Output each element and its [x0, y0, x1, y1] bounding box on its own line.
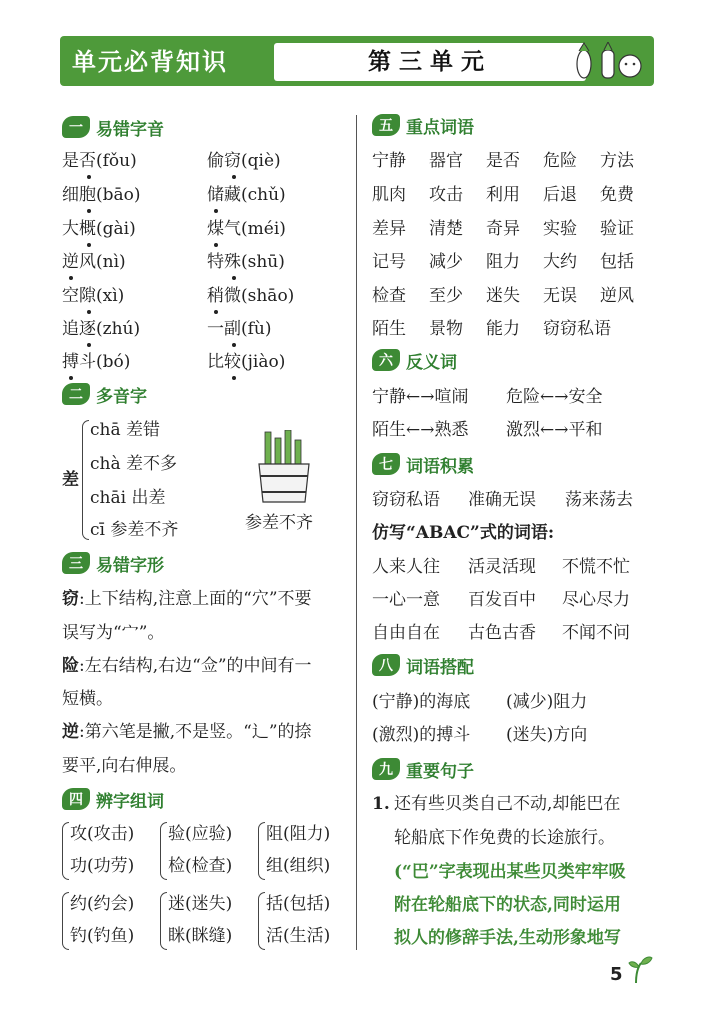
- glyph-note-line: [62, 687, 113, 711]
- emphasis-dot: [232, 276, 236, 280]
- section-title: 重点词语: [406, 117, 474, 138]
- key-word: 无误: [543, 286, 577, 306]
- key-word: 清楚: [429, 219, 463, 239]
- key-word: 危险: [543, 151, 577, 171]
- glyph-note-line: [62, 754, 186, 778]
- accumulated-word: 窃窃私语: [372, 490, 440, 510]
- glyph-char: 窃: [62, 589, 79, 609]
- section-number: 三: [62, 552, 90, 574]
- polyphone-reading: chā 差错: [90, 420, 161, 440]
- sentence-index: 1.: [372, 794, 390, 814]
- word-pair: 阻(阻力): [266, 824, 331, 844]
- key-word: 减少: [429, 252, 463, 272]
- abac-word: 一心一意: [372, 590, 440, 610]
- abac-word: 古色古香: [468, 623, 536, 643]
- collocation: (迷失)方向: [506, 725, 588, 745]
- banner-title: 单元必背知识: [72, 48, 228, 76]
- section-number: 六: [372, 349, 400, 371]
- glyph-note-line: [62, 720, 312, 744]
- accumulated-word: 准确无误: [468, 490, 536, 510]
- polyphone-reading: chà 差不多: [90, 454, 178, 474]
- key-word: 阻力: [486, 252, 520, 272]
- section-number: 七: [372, 453, 400, 475]
- collocation: (减少)阻力: [506, 692, 588, 712]
- glyph-note-line: [62, 654, 312, 678]
- section-title: 辨字组词: [96, 791, 164, 812]
- section-number: 二: [62, 383, 90, 405]
- pronunciation-item: 稍微(shāo): [207, 286, 295, 306]
- pronunciation-item: 特殊(shū): [207, 252, 285, 272]
- word-pair: 钓(钓鱼): [70, 926, 135, 946]
- key-word: 迷失: [486, 286, 520, 306]
- key-word: 验证: [600, 219, 634, 239]
- section-number: 四: [62, 788, 90, 810]
- key-word: 奇异: [486, 219, 520, 239]
- word-pair: 验(应验): [168, 824, 233, 844]
- word-pair: 检(检查): [168, 856, 233, 876]
- key-word: 是否: [486, 151, 520, 171]
- section-title: 重要句子: [406, 761, 474, 782]
- sentence-line: 还有些贝类自己不动,却能巴在: [394, 794, 621, 814]
- antonym-pair: 危险←→安全: [506, 387, 603, 407]
- emphasis-dot: [214, 310, 218, 314]
- glyph-note: :第六笔是撇,不是竖。“辶”的捺: [79, 722, 312, 742]
- emphasis-dot: [87, 243, 91, 247]
- bucket-illustration: [255, 430, 313, 504]
- emphasis-dot: [232, 175, 236, 179]
- abac-word: 自由自在: [372, 623, 440, 643]
- brace: [258, 822, 265, 880]
- key-word: 陌生: [372, 319, 406, 339]
- pronunciation-item: 煤气(méi): [207, 219, 286, 239]
- brace: [62, 822, 69, 880]
- polyphone-reading: chāi 出差: [90, 488, 166, 508]
- key-word: 方法: [600, 151, 634, 171]
- emphasis-dot: [232, 376, 236, 380]
- word-pair: 功(功劳): [70, 856, 135, 876]
- word-pair: 攻(攻击): [70, 824, 135, 844]
- antonym-pair: 宁静←→喧闹: [372, 387, 469, 407]
- pronunciation-item: 一副(fù): [207, 319, 272, 339]
- key-word: 器官: [429, 151, 463, 171]
- word-pair: 眯(眯缝): [168, 926, 233, 946]
- section-title: 词语搭配: [406, 657, 474, 678]
- pronunciation-item: 逆风(nì): [62, 252, 126, 272]
- section-title: 词语积累: [406, 456, 474, 477]
- key-word: 能力: [486, 319, 520, 339]
- collocation: (宁静)的海底: [372, 692, 471, 712]
- glyph-note-line: [62, 587, 312, 611]
- pronunciation-item: 大概(gài): [62, 219, 136, 239]
- section-number: 五: [372, 114, 400, 136]
- abac-word: 不闻不问: [562, 623, 630, 643]
- key-word: 攻击: [429, 185, 463, 205]
- key-word: 利用: [486, 185, 520, 205]
- key-word: 免费: [600, 185, 634, 205]
- accumulated-word: 荡来荡去: [565, 490, 633, 510]
- word-pair: 组(组织): [266, 856, 331, 876]
- section-1-header: [62, 115, 164, 139]
- emphasis-dot: [87, 343, 91, 347]
- glyph-char: 逆: [62, 722, 79, 742]
- section-2-header: [62, 382, 147, 406]
- brace: [160, 822, 167, 880]
- section-6-header: [372, 348, 457, 372]
- brace: [62, 892, 69, 950]
- emphasis-dot: [87, 209, 91, 213]
- emphasis-dot: [87, 175, 91, 179]
- abac-word: 活灵活现: [468, 557, 536, 577]
- emphasis-dot: [232, 343, 236, 347]
- key-word: 大约: [543, 252, 577, 272]
- illustration-caption: 参差不齐: [245, 513, 313, 533]
- emphasis-dot: [87, 310, 91, 314]
- emphasis-dot: [214, 243, 218, 247]
- section-4-header: [62, 787, 164, 811]
- sentence-line: 轮船底下作免费的长途旅行。: [394, 828, 615, 848]
- brace: [258, 892, 265, 950]
- section-5-header: [372, 113, 474, 137]
- glyph-note-line: [62, 621, 164, 645]
- key-word: 检查: [372, 286, 406, 306]
- pronunciation-item: 是否(fǒu): [62, 151, 137, 171]
- page-number: 5: [610, 964, 623, 985]
- antonym-pair: 激烈←→平和: [506, 420, 603, 440]
- pronunciation-item: 细胞(bāo): [62, 185, 141, 205]
- abac-word: 百发百中: [468, 590, 536, 610]
- glyph-note: 要平,向右伸展。: [62, 756, 187, 776]
- key-word: 窃窃私语: [543, 319, 611, 339]
- key-word: 差异: [372, 219, 406, 239]
- key-word: 记号: [372, 252, 406, 272]
- section-9-header: [372, 757, 474, 781]
- collocation: (激烈)的搏斗: [372, 725, 471, 745]
- word-pair: 活(生活): [266, 926, 331, 946]
- polyphone-char: 差: [62, 470, 79, 490]
- key-word: 实验: [543, 219, 577, 239]
- pronunciation-item: 偷窃(qiè): [207, 151, 281, 171]
- glyph-note: 误写为“宀”。: [62, 623, 165, 643]
- section-3-header: [62, 551, 164, 575]
- abac-word: 尽心尽力: [562, 590, 630, 610]
- emphasis-dot: [69, 376, 73, 380]
- pronunciation-item: 储藏(chǔ): [207, 185, 286, 205]
- key-word: 后退: [543, 185, 577, 205]
- emphasis-dot: [69, 276, 73, 280]
- polyphone-reading: cī 参差不齐: [90, 520, 179, 540]
- word-pair: 迷(迷失): [168, 894, 233, 914]
- section-title: 多音字: [96, 386, 147, 407]
- pronunciation-item: 追逐(zhú): [62, 319, 141, 339]
- section-number: 一: [62, 116, 90, 138]
- key-word: 宁静: [372, 151, 406, 171]
- glyph-note: :上下结构,注意上面的“穴”不要: [79, 589, 312, 609]
- sentence-note: 附在轮船底下的状态,同时运用: [394, 895, 621, 915]
- section-7-header: [372, 452, 474, 476]
- column-divider: [356, 115, 357, 950]
- abac-word: 人来人往: [372, 557, 440, 577]
- key-word: 景物: [429, 319, 463, 339]
- section-title: 反义词: [406, 352, 457, 373]
- pronunciation-item: 搏斗(bó): [62, 352, 131, 372]
- glyph-note: :左右结构,右边“佥”的中间有一: [79, 656, 312, 676]
- vegetables-illustration: [560, 42, 646, 82]
- word-pair: 括(包括): [266, 894, 331, 914]
- section-number: 九: [372, 758, 400, 780]
- sprout-icon: [628, 955, 654, 985]
- section-number: 八: [372, 654, 400, 676]
- sentence-note: (“巴”字表现出某些贝类牢牢吸: [394, 862, 626, 882]
- glyph-note: 短横。: [62, 689, 113, 709]
- emphasis-dot: [214, 209, 218, 213]
- abac-word: 不慌不忙: [562, 557, 630, 577]
- unit-title: 第三单元: [274, 43, 586, 81]
- word-pair: 约(约会): [70, 894, 135, 914]
- brace: [160, 892, 167, 950]
- pronunciation-item: 比较(jiào): [207, 352, 286, 372]
- key-word: 包括: [600, 252, 634, 272]
- brace: [82, 420, 89, 540]
- abac-subhead: 仿写“ABAC”式的词语:: [372, 523, 555, 543]
- section-title: 易错字形: [96, 555, 164, 576]
- pronunciation-item: 空隙(xì): [62, 286, 125, 306]
- glyph-char: 险: [62, 656, 79, 676]
- antonym-pair: 陌生←→熟悉: [372, 420, 469, 440]
- sentence-note: 拟人的修辞手法,生动形象地写: [394, 928, 621, 948]
- key-word: 逆风: [600, 286, 634, 306]
- section-8-header: [372, 653, 474, 677]
- key-word: 至少: [429, 286, 463, 306]
- section-title: 易错字音: [96, 119, 164, 140]
- key-word: 肌肉: [372, 185, 406, 205]
